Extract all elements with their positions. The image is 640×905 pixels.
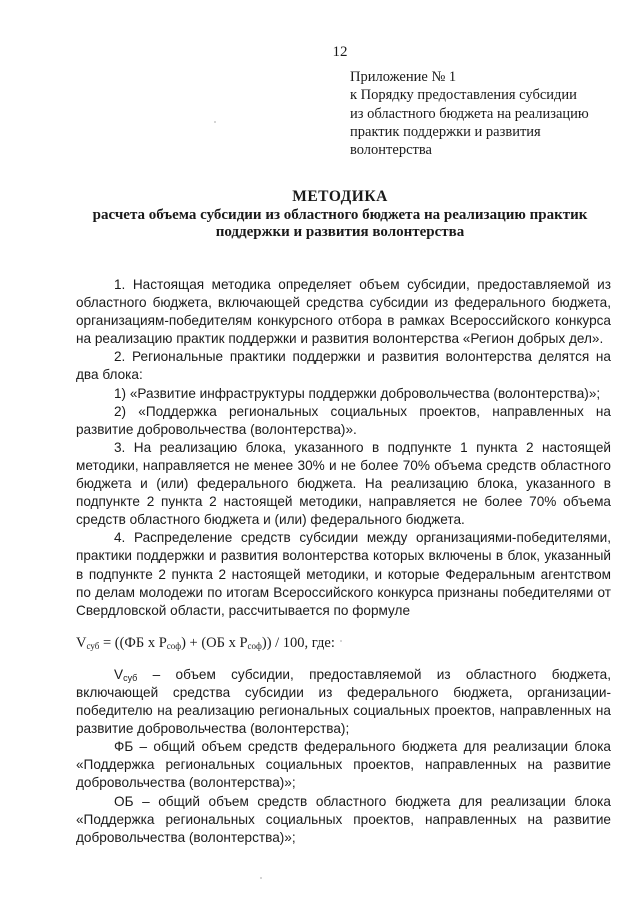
formula-part: = ((ФБ x P xyxy=(99,634,167,651)
paragraph-2: 2. Региональные практики поддержки и развития волонтерства делятся на два блока: xyxy=(76,349,611,383)
paragraph-3: 3. На реализацию блока, указанного в подпункте 1 пункта 2 настоящей методики, направляется не менее 30% и не более 70% объема средств областного бюджета и (или) федерального бюджета. На реализацию блока, указанного в подпункте 2 пункта 2 настоящей методики, направляется не более 70% объема средств областного бюджета и (или) федерального бюджета. xyxy=(76,439,611,528)
formula-part: )) / 100, где: xyxy=(261,634,335,651)
formula-part: ) + (ОБ x P xyxy=(181,634,248,651)
formula-v-subscript: суб xyxy=(86,640,100,651)
title-subline: поддержки и развития волонтерства xyxy=(215,224,465,240)
list-item: 1) «Развитие инфраструктуры поддержки добровольчества (волонтерства)»; xyxy=(114,385,601,401)
appendix-header xyxy=(350,68,620,159)
scan-speck xyxy=(214,121,216,123)
title-subline: расчета объема субсидии из областного бюджета на реализацию практик xyxy=(92,206,588,223)
formula-p-subscript: соф xyxy=(166,640,182,651)
definition-v xyxy=(76,666,611,738)
formula-p-subscript: соф xyxy=(247,640,262,651)
definition-fb: ФБ – общий объем средств федерального бюджета для реализации блока «Поддержка региональных социальных проектов, направленных на развитие добровольчества (волонтерства)»; xyxy=(76,739,611,791)
definition-subscript: суб xyxy=(123,672,138,683)
definition-symbol: V xyxy=(114,666,124,682)
document-title xyxy=(60,188,620,242)
formula xyxy=(76,634,611,652)
appendix-line: из областного бюджета на реализацию xyxy=(350,105,589,122)
appendix-line: к Порядку предоставления субсидии xyxy=(350,87,577,104)
definition-text: – объем субсидии, предоставляемой из областного бюджета, включающей средства субсидии из федерального бюджета, организации-победителю на реализацию региональных социальных проектов, направленных на развитие добровольчества (волонтерства); xyxy=(76,666,611,737)
appendix-line: практик поддержки и развития xyxy=(350,123,541,140)
scan-speck xyxy=(260,877,262,879)
appendix-line: волонтерства xyxy=(350,142,432,159)
formula-v: V xyxy=(76,634,87,651)
scan-speck xyxy=(340,640,342,642)
page-number: 12 xyxy=(332,44,348,60)
appendix-line: Приложение № 1 xyxy=(350,69,457,85)
list-item: 2) «Поддержка региональных социальных проектов, направленных на развитие добровольчества (волонтерства)». xyxy=(76,403,611,437)
paragraph-4: 4. Распределение средств субсидии между организациями-победителями, практики поддержки и развития волонтерства которых включены в блок, указанный в подпункте 2 пункта 2 настоящей методики, и которые Федеральным агентством по делам молодежи по итогам Всероссийского конкурса признаны победителями от Свердловской области, рассчитывается по формуле xyxy=(76,530,611,618)
definition-ob: ОБ – общий объем средств областного бюджета для реализации блока «Поддержка региональных социальных проектов, направленных на развитие добровольчества (волонтерства)»; xyxy=(76,793,611,845)
document-body xyxy=(76,276,611,847)
paragraph-1: 1. Настоящая методика определяет объем субсидии, предоставляемой из областного бюджета, включающей средства субсидии из федерального бюджета, организациям-победителям конкурсного отбора в рамках Всероссийского конкурса на реализацию практик поддержки и развития волонтерства «Регион добрых дел». xyxy=(76,277,611,347)
title-heading: МЕТОДИКА xyxy=(292,188,388,205)
